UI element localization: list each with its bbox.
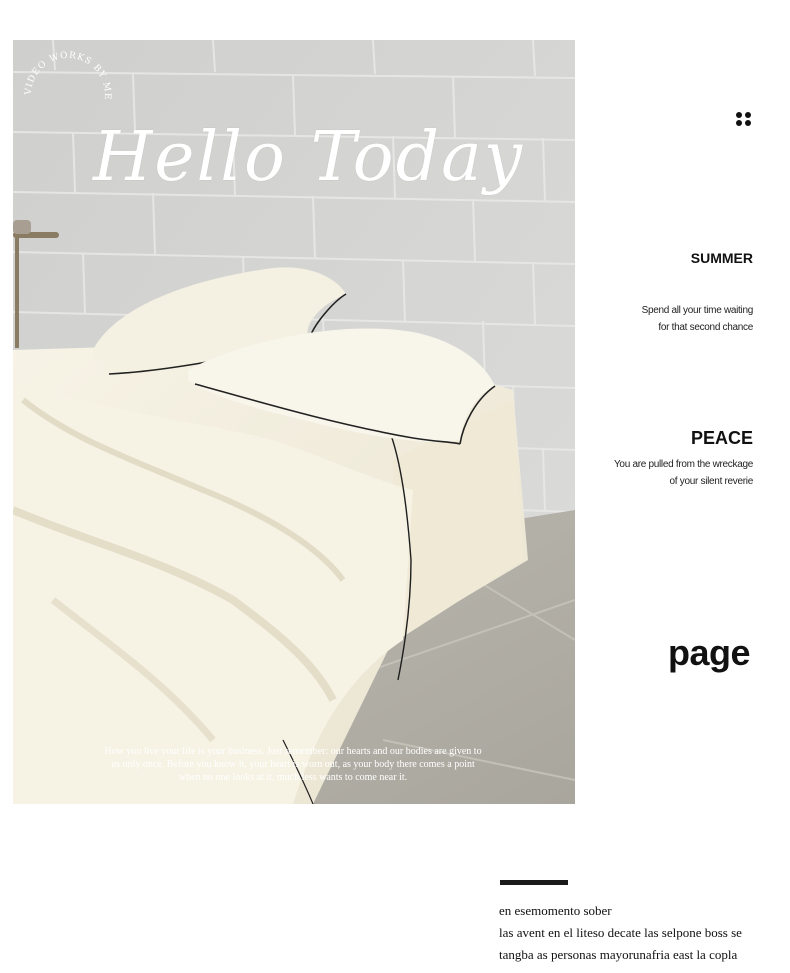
circular-caption	[13, 40, 123, 150]
circular-caption-text: VIDEO WORKS BY ME	[23, 50, 113, 101]
peace-title: PEACE	[690, 428, 753, 448]
summer-title: SUMMER	[690, 250, 753, 266]
four-dots-icon[interactable]	[736, 112, 752, 128]
script-title: Hello Today	[93, 118, 525, 197]
photo-quote	[73, 745, 513, 784]
quote-line: us only once. Before you know it, your heart is worn out, as your body there comes a point	[111, 759, 475, 770]
quote-line: when no one looks at it, much less wants to come near it.	[178, 772, 408, 783]
summer-line: for that second chance	[658, 322, 753, 333]
footer-line: tangba as personas mayorunafria east la copla	[499, 947, 738, 962]
summer-text	[642, 302, 753, 336]
footer-line: las avent en el liteso decate las selpone boss se	[499, 925, 742, 940]
footer-line: en esemomento sober	[499, 903, 612, 918]
page-wordmark: page	[668, 632, 751, 673]
peace-text	[614, 456, 753, 490]
quote-line: How you live your life is your business. Just remember: our hearts and our bodies are given to	[104, 746, 482, 757]
peace-line: You are pulled from the wreckage	[613, 459, 753, 470]
divider-bar	[500, 880, 568, 885]
summer-line: Spend all your time waiting	[641, 305, 753, 316]
bedroom-photo	[13, 40, 575, 804]
peace-line: of your silent reverie	[669, 476, 753, 487]
footer-text	[499, 900, 742, 966]
